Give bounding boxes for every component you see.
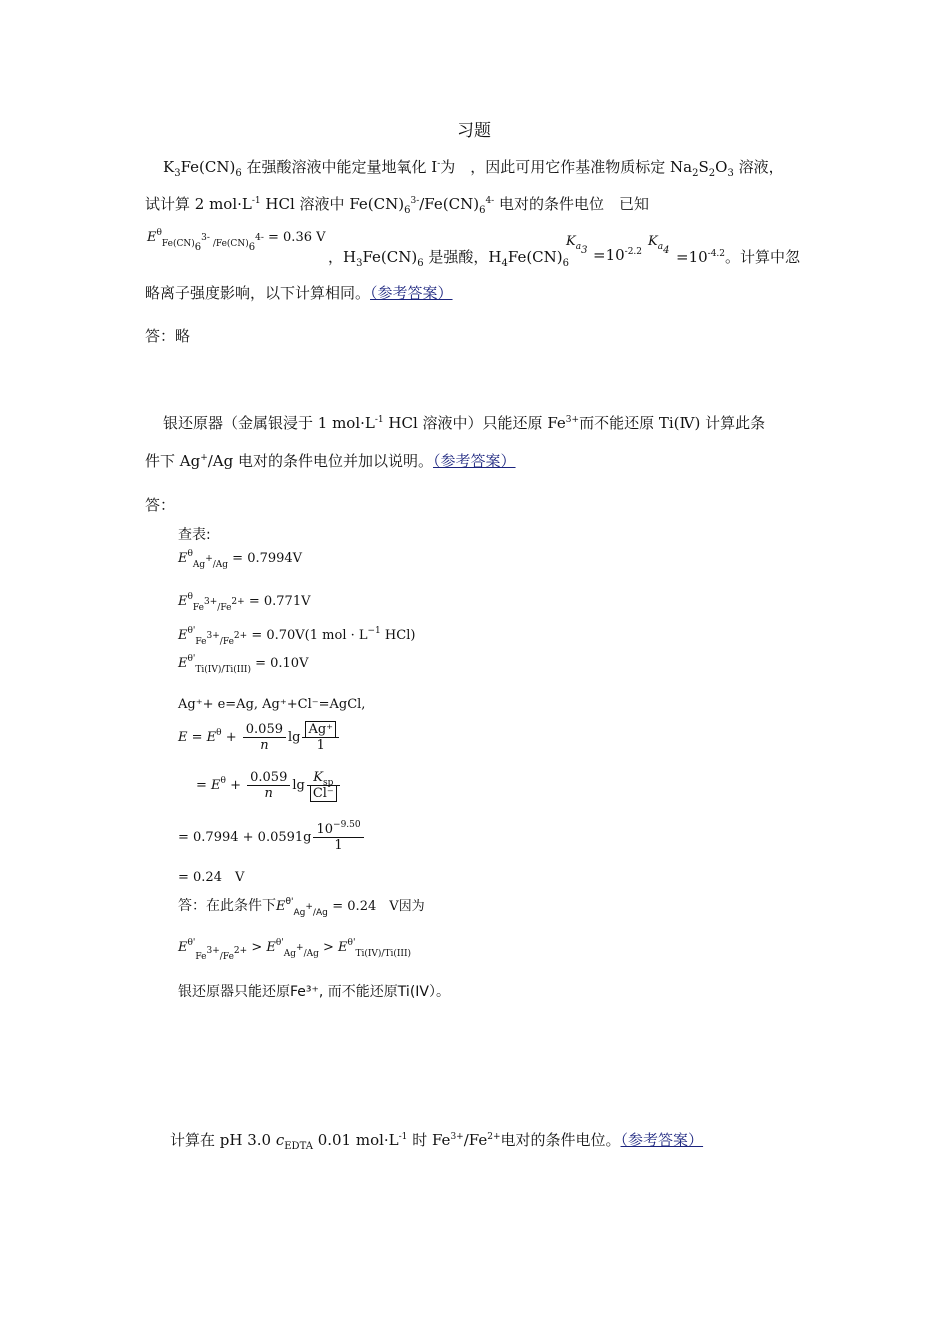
sol-nernst-2: = $E^\theta$ + $\frac{0.059}{n}$ lg $\frac{K_{sp}}{Cl^-}$ — [196, 770, 342, 801]
q1-line-1: $K_3Fe(CN)_6$ 在强酸溶液中能定量地氧化 I-为 ，因此可用它作基准物质标定 $Na_2S_2O_3$ 溶液， — [163, 158, 784, 179]
ka3-symbol: $K_{a_3}$ — [566, 234, 588, 256]
q1-answer: 答：略 — [145, 327, 191, 345]
solution-heading: 查表: — [178, 527, 211, 543]
q2-line-1: 银还原器（金属银浸于 1 $mol\cdot L^{-1}$ HCl 溶液中）只能还原 $Fe^{3+}$而不能还原 Ti(Ⅳ) 计算此条 — [163, 414, 766, 432]
sol-e-ag: $E^\theta_{Ag^+/Ag} = 0.7994V$ — [178, 549, 303, 570]
sol-e-ti: $E^{\theta'}_{Ti(IV)/Ti(III)} = 0.10V$ — [178, 654, 309, 675]
sol-nernst-3: = 0.7994 + 0.0591g $\frac{10^{-9.50}}{1}$ — [178, 822, 366, 853]
q1-standard-potential-formula: $E^\theta_{Fe(CN)_6^{3-} /Fe(CN)_6^{4-}} = 0.36$ V — [147, 228, 326, 253]
q2-answer-link[interactable]: （参考答案） — [433, 452, 516, 470]
sol-nernst-1: $E = E^\theta$ + $\frac{0.059}{n}$ lg $\frac{Ag^+}{1}$ — [178, 722, 341, 753]
sol-answer: 答：在此条件下$E^{\theta'}_{Ag^+/Ag} = 0.24$ V因为 — [178, 897, 425, 918]
sol-result: = 0.24 V — [178, 870, 245, 885]
ka4-value: $=10^{-4.2}$。计算中忽 — [676, 248, 801, 266]
q1-line-4: 略离子强度影响，以下计算相同。（参考答案） — [145, 284, 453, 302]
page-title: 习题 — [457, 121, 491, 141]
ka3-value: $=10^{-2.2}$ — [593, 246, 643, 264]
sol-conclusion: 银还原器只能还原Fe³⁺, 而不能还原Ti(IV）。 — [178, 984, 450, 1000]
q3-line: 计算在 pH 3.0 $c_{EDTA}$ 0.01 $mol\cdot L^{-1}$ 时 $Fe^{3+}/Fe^{2+}$电对的条件电位。（参考答案） — [170, 1131, 704, 1152]
ka4-symbol: $K_{a_4}$ — [648, 234, 670, 256]
q3-answer-link[interactable]: （参考答案） — [620, 1131, 704, 1149]
q2-line-2: 件下 Ag+/Ag 电对的条件电位并加以说明。（参考答案） — [145, 452, 516, 470]
sol-comparison: $E^{\theta'}_{Fe^{3+}/Fe^{2+}} > E^{\theta'}_{Ag^+/Ag} > E^{\theta'}_{Ti(IV)/Ti(III)}$ — [178, 938, 412, 962]
sol-e-fe: $E^\theta_{Fe^{3+}/Fe^{2+}} = 0.771V$ — [178, 592, 311, 613]
q1-answer-link[interactable]: （参考答案） — [370, 284, 453, 302]
q2-answer-label: 答： — [145, 496, 176, 514]
sol-reaction: Ag⁺+ e=Ag, Ag⁺+Cl⁻=AgCl, — [178, 697, 366, 712]
sol-e-fe-conditional: $E^{\theta'}_{Fe^{3+}/Fe^{2+}} = 0.70V(1$ mol · $L^{-1}$ HCl) — [178, 626, 416, 647]
q1-line-2: 试计算 2 $mol\cdot L^{-1}$ HCl 溶液中 $Fe(CN)_6^{3-}/Fe(CN)_6^{4-}$ 电对的条件电位 已知 — [145, 195, 650, 216]
q1-line-3: ，$H_3Fe(CN)_6$ 是强酸，$H_4Fe(CN)_6$ — [328, 248, 570, 269]
